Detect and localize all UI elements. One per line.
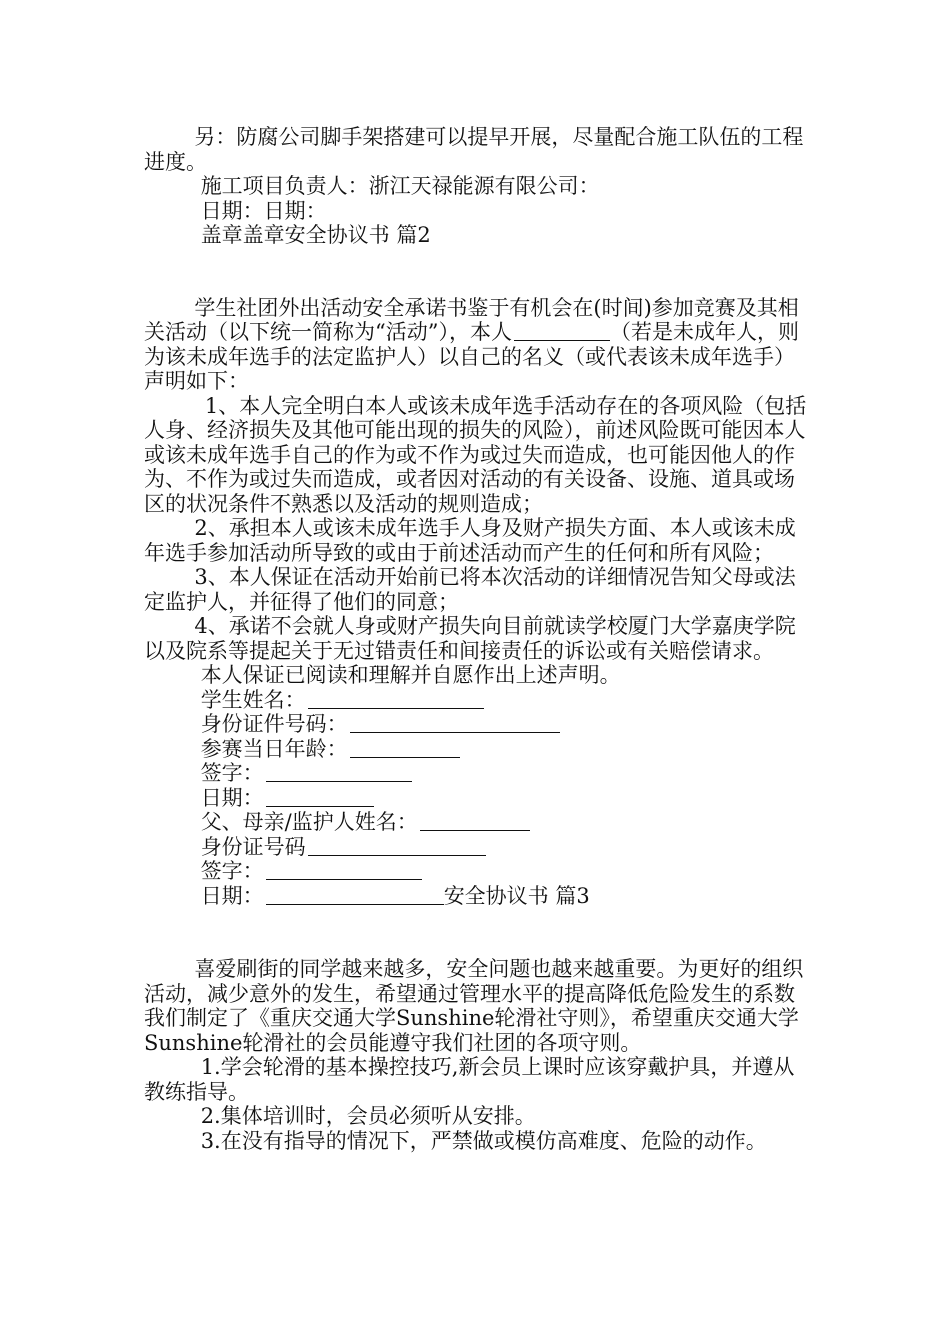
field-guardian-date [144,884,812,909]
field-blank [266,886,444,905]
field-blank [350,714,560,733]
field-signature [144,761,812,786]
field-id-number [144,712,812,737]
project-manager-line: 施工项目负责人：浙江天禄能源有限公司： [200,174,600,198]
field-guardian-id [144,835,812,860]
commitment-intro-part1: 学生社团外出活动安全承诺书鉴于有机会在(时间)参加竞赛及其相关活动（以下统一简称为“活动”），本人 [144,295,799,344]
date-line: 日期：日期： [200,198,327,223]
field-guardian-name [144,810,812,835]
rule-item-2: 2.集体培训时，会员必须听从安排。 [200,1104,536,1128]
rules-intro: 喜爱刷街的同学越来越多，安全问题也越来越重要。为更好的组织活动，减少意外的发生，希望通过管理水平的提高降低危险发生的系数我们制定了《重庆交通大学Sunshine轮滑社守则》，希望重庆交通大学Sunshine轮滑社的会员能遵守我们社团的各项守则。 [144,957,804,1055]
commitment-item-4: 4、承诺不会就人身或财产损失向目前就读学校厦门大学嘉庚学院以及院系等提起关于无过错责任和间接责任的诉讼或有关赔偿请求。 [144,614,796,663]
field-label: 身份证号码 [200,834,306,859]
field-blank [308,690,484,709]
field-label: 身份证件号码： [200,712,348,736]
commitment-item-3: 3、本人保证在活动开始前已将本次活动的详细情况告知父母或法定监护人，并征得了他们的同意； [144,565,796,614]
field-age [144,737,812,762]
field-label: 学生姓名： [200,687,306,712]
paragraph-scaffold-note: 另：防腐公司脚手架搭建可以提早开展，尽量配合施工队伍的工程进度。 [144,125,804,174]
commitment-item-1: 1、本人完全明白本人或该未成年选手活动存在的各项风险（包括人身、经济损失及其他可能出现的损失的风险），前述风险既可能因本人或该未成年选手自己的作为或不作为或过失而造成，也可能因他人的作为、不作为或过失而造成，或者因对活动的有关设备、设施、道具或场区的状况条件不熟悉以及活动的规则造成； [144,393,807,516]
field-guardian-signature [144,859,812,884]
rule-item-3: 3.在没有指导的情况下，严禁做或模仿高难度、危险的动作。 [200,1128,767,1153]
section-heading-3: 安全协议书 篇3 [443,883,590,908]
commitment-intro-part2: （若是未成年人，则为该未成年选手的法定监护人）以自己的名义（或代表该未成年选手）声明如下： [144,320,799,393]
section-heading-2: 盖章盖章安全协议书 篇2 [200,223,431,247]
spacer [144,248,812,296]
field-label: 日期： [200,883,264,908]
field-label: 签字： [200,859,264,883]
commitment-intro [144,296,812,394]
field-blank [308,837,486,856]
commitment-item-2: 2、承担本人或该未成年选手人身及财产损失方面、本人或该未成年选手参加活动所导致的或由于前述活动而产生的任何和所有风险； [144,516,796,565]
field-student-name [144,688,812,713]
field-blank [420,812,530,831]
declaration-statement: 本人保证已阅读和理解并自愿作出上述声明。 [200,663,621,687]
field-label: 签字： [200,761,264,785]
spacer [144,908,812,957]
field-label: 参赛当日年龄： [200,736,348,761]
field-date [144,786,812,811]
document-body [144,125,812,1153]
field-blank [266,763,412,782]
field-blank [266,788,374,807]
field-blank [350,739,460,758]
name-blank [514,322,610,341]
field-label: 父、母亲/监护人姓名： [200,810,418,834]
rule-item-1: 1.学会轮滑的基本操控技巧,新会员上课时应该穿戴护具，并遵从教练指导。 [144,1055,795,1104]
field-blank [266,861,422,880]
field-label: 日期： [200,785,264,810]
